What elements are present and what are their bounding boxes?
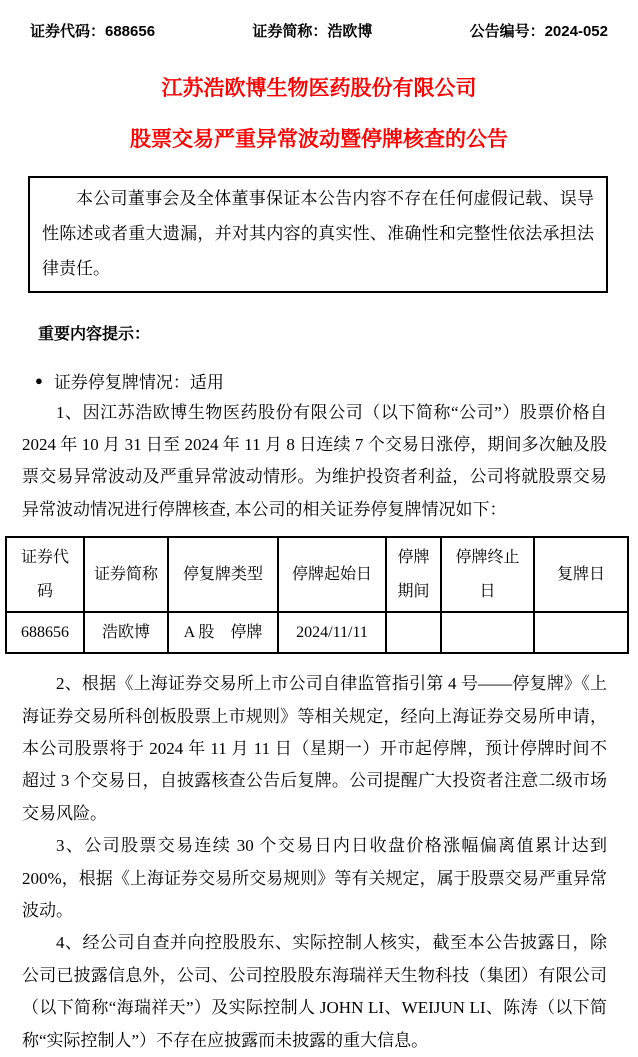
suspension-table (5, 536, 629, 654)
table-header-suspension-end-date: 停牌终止日 (441, 537, 534, 612)
cell-suspension-end-date (441, 612, 534, 653)
cell-security-code: 688656 (6, 612, 84, 653)
stock-name-label: 证券简称：浩欧博 (252, 23, 373, 40)
board-statement-text: 本公司董事会及全体董事保证本公告内容不存在任何虚假记载、误导性陈述或者重大遗漏，并对其内容的真实性、准确性和完整性依法承担法律责任。 (42, 188, 594, 278)
bullet-icon: ● (35, 372, 43, 388)
table-header-resumption-date: 复牌日 (534, 537, 628, 612)
cell-resumption-date (534, 612, 628, 653)
cell-suspension-type: A 股 停牌 (168, 612, 278, 653)
table-header-suspension-type: 停复牌类型 (168, 537, 278, 612)
table-header-security-code: 证券代码 (6, 537, 84, 612)
cell-suspension-start-date: 2024/11/11 (278, 612, 386, 653)
board-statement-box (28, 176, 608, 293)
important-notice-heading: 重要内容提示： (38, 325, 151, 343)
cell-security-name: 浩欧博 (84, 612, 168, 653)
table-row (6, 612, 628, 653)
announcement-number-label: 公告编号：2024-052 (469, 23, 608, 40)
body-paragraph-2: 2、根据《上海证券交易所上市公司自律监管指引第 4 号——停复牌》《上海证券交易所科创板股票上市规则》等相关规定，经向上海证券交易所申请，本公司股票将于 2024 年 11 月 11 日（星期一）开市起停牌，预计停牌时间不超过 3 个交易日，自披露核查公告后复牌。公司提醒广大投资者注意二级市场交易风险。 (22, 674, 607, 823)
stock-code-label: 证券代码：688656 (30, 23, 156, 40)
cell-suspension-period (386, 612, 441, 653)
body-paragraph-4: 4、经公司自查并向控股股东、实际控制人核实，截至本公告披露日，除公司已披露信息外，公司、公司控股股东海瑞祥天生物科技（集团）有限公司（以下简称“海瑞祥天”）及实际控制人 JOHN LI、WEIJUN LI、陈涛（以下简称“实际控制人”）不存在应披露而未披露的重大信息。 (22, 933, 607, 1050)
body-paragraph-3: 3、公司股票交易连续 30 个交易日内日收盘价格涨幅偏离值累计达到 200%，根据《上海证券交易所交易规则》等有关规定，属于股票交易严重异常波动。 (22, 836, 607, 921)
announcement-subject-title: 股票交易严重异常波动暨停牌核查的公告 (130, 128, 508, 152)
table-header-suspension-start-date: 停牌起始日 (278, 537, 386, 612)
table-header-security-name: 证券简称 (84, 537, 168, 612)
suspension-status-text: 证券停复牌情况：适用 (53, 372, 224, 392)
table-header-row (6, 537, 628, 612)
suspension-status-item (35, 368, 638, 393)
company-name-title: 江苏浩欧博生物医药股份有限公司 (161, 77, 477, 100)
document-header (0, 0, 638, 41)
table-header-suspension-period: 停牌期间 (386, 537, 441, 612)
body-paragraph-1: 1、因江苏浩欧博生物医药股份有限公司（以下简称“公司”）股票价格自 2024 年 10 月 31 日至 2024 年 11 月 8 日连续 7 个交易日涨停，期间多次触及股票交易异常波动及严重异常波动情形。为维护投资者利益，公司将就股票交易异常波动情况进行停牌核查, 本公司的相关证券停复牌情况如下： (22, 402, 607, 519)
